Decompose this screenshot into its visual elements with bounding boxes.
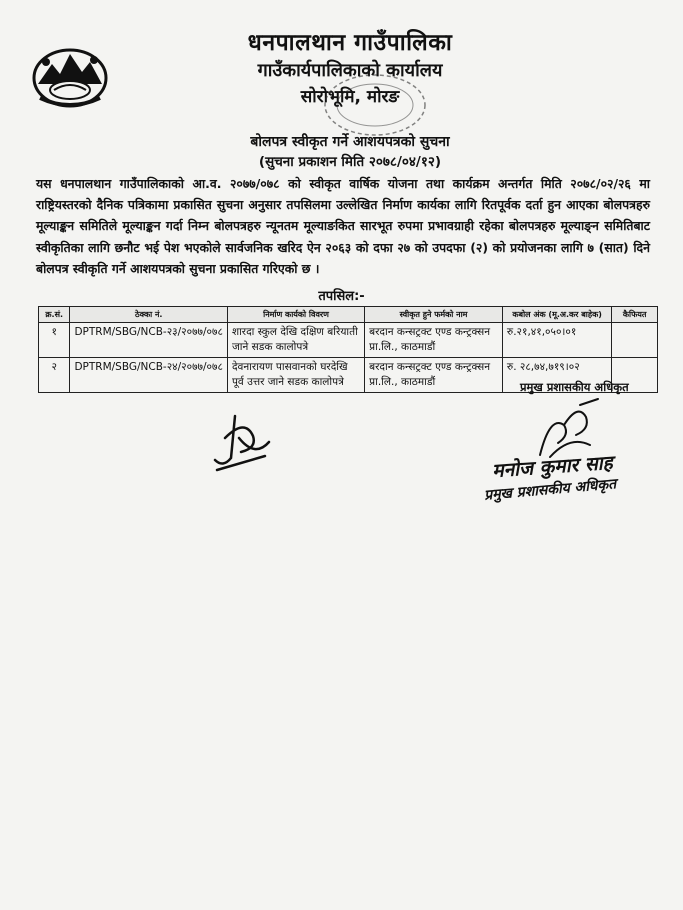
office-seal-icon (320, 70, 430, 140)
cell-contract-no: DPTRM/SBG/NCB-२४/२०७७/०७८ (70, 358, 227, 393)
municipality-name: धनपालथान गाउँपालिका (247, 30, 453, 56)
office-name: गाउँकार्यपालिकाको कार्यालय (257, 60, 443, 81)
notice-publish-date: (सुचना प्रकाशन मिति २०७८/०४/१२) (258, 154, 442, 170)
table-row (39, 323, 658, 358)
table-caption: तपसिल:- (318, 289, 365, 304)
cell-remarks (612, 323, 658, 358)
col-header-contract-no: ठेक्का नं. (70, 307, 227, 323)
cell-sn: १ (39, 323, 70, 358)
cell-contract-no: DPTRM/SBG/NCB-२३/२०७७/०७८ (70, 323, 227, 358)
officer-designation: प्रमुख प्रशासकीय अधिकृत (483, 476, 617, 504)
officer-name: मनोज कुमार साह (491, 451, 614, 483)
col-header-remarks: कैफियत (612, 307, 658, 323)
cell-description: शारदा स्कुल देखि दक्षिण बरियाती जाने सडक कालोपत्रे (227, 323, 364, 358)
cell-sn: २ (39, 358, 70, 393)
col-header-firm: स्वीकृत हुने फर्मको नाम (365, 307, 503, 323)
cell-description: देवनारायण पासवानको घरदेखि पूर्व उत्तर जाने सडक कालोपत्रे (227, 358, 364, 393)
col-header-sn: क्र.सं. (39, 307, 70, 323)
notice-body: यस धनपालथान गाउँपालिकाको आ.व. २०७७/०७८ को स्वीकृत वार्षिक योजना तथा कार्यक्रम अन्तर्गत मिति २०७८/०२/२६ मा राष्ट्रियस्तरको दैनिक पत्रिकामा प्रकासित सुचना अनुसार तपसिलमा उल्लेखित निर्माण कार्यका लागि रितपूर्वक दर्ता हुन आएका बोलपत्रहरु मूल्याङ्कन समितिले मूल्याङ्कन गर्दा निम्न बोलपत्रहरु न्यूनतम मूल्याङकित सारभूत रुपमा प्रभावग्राही रहेका बोलपत्रहरु मूल्याङ्न समितिबाट स्वीकृतिका लागि छनौट भई पेश भएकोले सार्वजनिक खरिद ऐन २०६३ को दफा २७ को उपदफा (२) को प्रयोजनका लागि ७ (सात) दिने बोलपत्र स्वीकृति गर्ने आशयपत्रको सुचना प्रकासित गरिएको छ । (36, 176, 650, 276)
notice-title: बोलपत्र स्वीकृत गर्ने आशयपत्रको सुचना (250, 134, 450, 150)
table-header-row (39, 307, 658, 323)
cell-firm: बरदान कन्सट्रक्ट एण्ड कन्ट्रक्सन प्रा.लि., काठमाडौं (365, 358, 503, 393)
nepal-emblem-icon (30, 42, 110, 110)
col-header-description: निर्माण कार्यको विवरण (227, 307, 364, 323)
signature-icon (205, 408, 275, 478)
cell-amount: रु.२१,४१,०५०।०१ (502, 323, 611, 358)
cell-firm: बरदान कन्सट्रक्ट एण्ड कन्ट्रक्सन प्रा.लि., काठमाडौं (365, 323, 503, 358)
designation-label: प्रमुख प्रशासकीय अधिकृत (520, 380, 629, 394)
col-header-amount: कबोल अंक (मू.अ.कर बाहेक) (502, 307, 611, 323)
office-location: सोरोभूमि, मोरङ (300, 87, 400, 107)
cell-amount: रु. २८,७४,७१९।०२ (502, 358, 611, 393)
